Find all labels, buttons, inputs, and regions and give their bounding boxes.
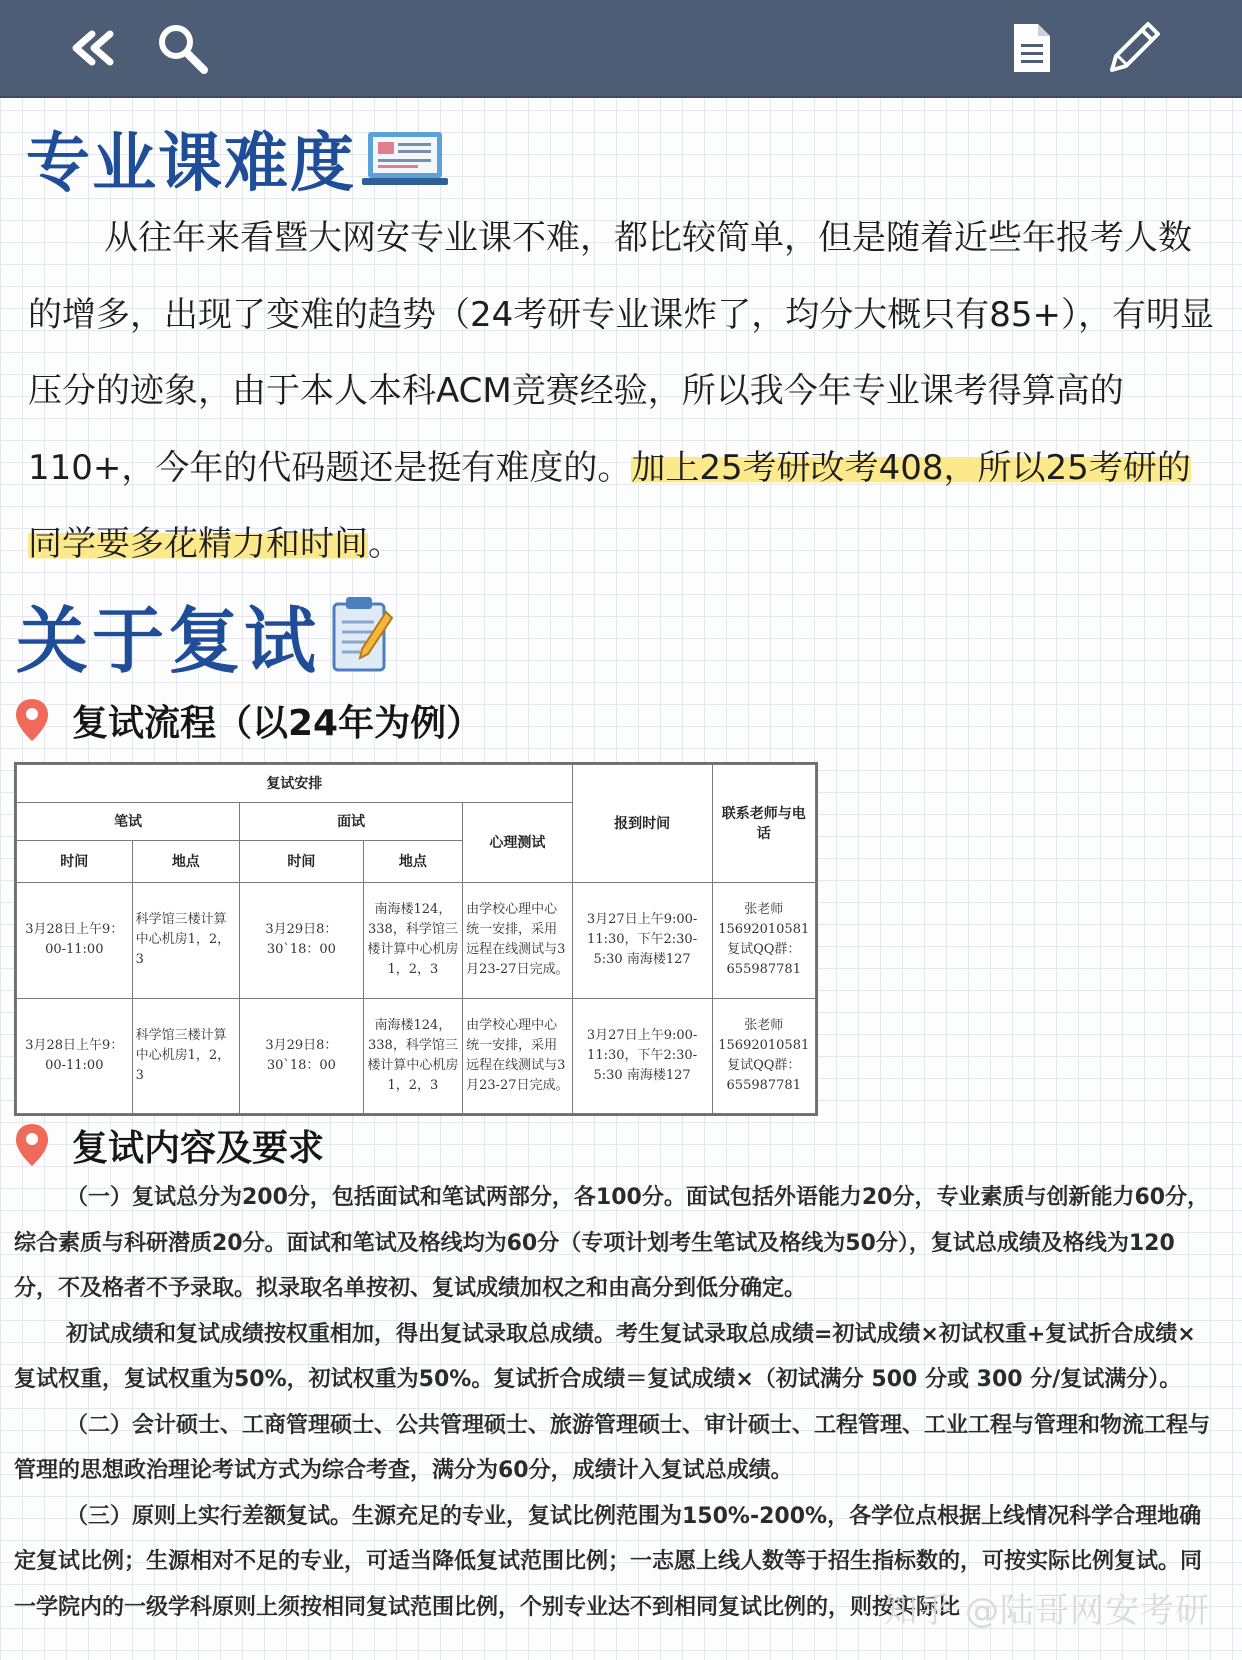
laptop-icon [362,129,448,187]
header-psych: 心理测试 [463,803,573,883]
subheading-text: 复试内容及要求 [72,1127,325,1169]
location-pin-icon [14,697,50,743]
interview-time-cell: 3月29日8：30ˋ18：00 [240,883,364,999]
interview-place-cell: 南海楼124，338，科学馆三楼计算中心机房1，2，3 [363,883,462,999]
edit-button[interactable] [1104,18,1164,78]
requirement-paragraph: （二）会计硕士、工商管理硕士、公共管理硕士、旅游管理硕士、审计硕士、工程管理、工业工程与管理和物流工程与管理的思想政治理论考试方式为综合考查，满分为60分，成绩计入复试总成绩。 [14,1412,1211,1483]
contact-cell: 张老师15692010581复试QQ群：655987781 [712,998,815,1114]
section-title-text: 专业课难度 [26,127,356,201]
header-place: 地点 [132,841,239,883]
interview-place-cell: 南海楼124，338，科学馆三楼计算中心机房1，2，3 [363,998,462,1114]
checkin-cell: 3月27日上午9:00-11:30，下午2:30-5:30 南海楼127 [572,883,712,999]
memo-icon [330,594,396,676]
requirement-paragraph: 初试成绩和复试成绩按权重相加，得出复试录取总成绩。考生复试录取总成绩=初试成绩×初试权重+复试折合成绩×复试权重，复试权重为50%，初试权重为50%。复试折合成绩＝复试成绩×（初试满分 500 分或 300 分/复试满分）。 [14,1321,1196,1392]
double-chevron-left-icon [62,18,122,78]
requirements-text [14,1175,1214,1630]
document-button[interactable] [1002,18,1062,78]
highlighted-text: 加上25考研改考408，所以25考研的同学要多花精力和时间 [28,447,1191,564]
requirement-paragraph: （一）复试总分为200分，包括面试和笔试两部分，各100分。面试包括外语能力20分，专业素质与创新能力60分，综合素质与科研潜质20分。面试和笔试及格线均为60分（专项计划考生笔试及格线为50分），复试总成绩及格线为120分，不及格者不予录取。拟录取名单按初、复试成绩加权之和由高分到低分确定。 [14,1185,1210,1301]
checkin-cell: 3月27日上午9:00-11:30，下午2:30-5:30 南海楼127 [572,998,712,1114]
interview-time-cell: 3月29日8：30ˋ18：00 [240,998,364,1114]
pencil-icon [1104,18,1164,78]
document-icon [1002,18,1062,78]
header-checkin: 报到时间 [572,765,712,883]
section-title-difficulty [26,118,448,201]
top-toolbar [0,0,1242,98]
header-arrange: 复试安排 [17,765,573,803]
subheading-retest-process [14,695,482,745]
subheading-text: 复试流程（以24年为例） [72,702,483,744]
header-time: 时间 [17,841,133,883]
paragraph-end: 。 [368,524,402,564]
header-time: 时间 [240,841,364,883]
contact-cell: 张老师15692010581复试QQ群：655987781 [712,883,815,999]
difficulty-paragraph [28,200,1218,583]
written-place-cell: 科学馆三楼计算中心机房1，2，3 [132,998,239,1114]
retest-schedule-table [14,762,818,1116]
header-interview: 面试 [240,803,463,841]
section-title-text: 关于复试 [16,599,321,683]
back-button[interactable] [62,18,122,78]
header-written: 笔试 [17,803,240,841]
subheading-retest-requirements [14,1120,324,1170]
search-icon [152,18,212,78]
watermark: 知乎 @陆哥网安考研 [883,1591,1210,1631]
written-place-cell: 科学馆三楼计算中心机房1，2，3 [132,883,239,999]
header-contact: 联系老师与电话 [712,765,815,883]
header-place: 地点 [363,841,462,883]
paragraph-text: 从往年来看暨大网安专业课不难，都比较简单，但是随着近些年报考人数的增多，出现了变难的趋势（24考研专业课炸了，均分大概只有85+），有明显压分的迹象，由于本人本科ACM竞赛经验，所以我今年专业课考得算高的110+，今年的代码题还是挺有难度的。 [28,218,1215,488]
location-pin-icon [14,1122,50,1168]
search-button[interactable] [152,18,212,78]
written-time-cell: 3月28日上午9：00-11:00 [17,883,133,999]
psych-cell: 由学校心理中心统一安排，采用远程在线测试与3月23-27日完成。 [463,998,573,1114]
section-title-retest [16,590,396,683]
table-row [17,998,816,1114]
written-time-cell: 3月28日上午9：00-11:00 [17,998,133,1114]
psych-cell: 由学校心理中心统一安排，采用远程在线测试与3月23-27日完成。 [463,883,573,999]
table-row [17,883,816,999]
requirement-paragraph: （三）原则上实行差额复试。生源充足的专业，复试比例范围为150%-200%，各学位点根据上线情况科学合理地确定复试比例；生源相对不足的专业，可适当降低复试范围比例；一志愿上线人数等于招生指标数的，可按实际比例复试。同一学院内的一级学科原则上须按相同复试范围比例，个别专业达不到相同复试比例的，则按实际比 [14,1503,1203,1620]
